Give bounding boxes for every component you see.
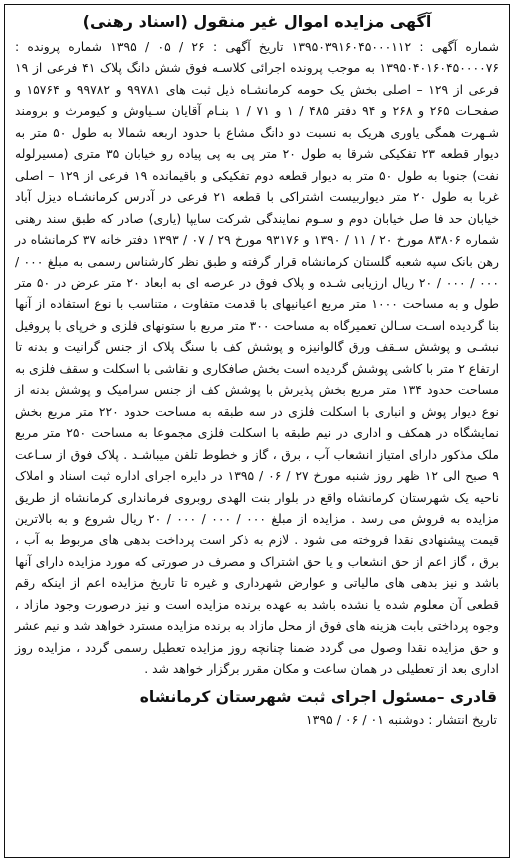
notice-title: آگهی مزایده اموال غیر منقول (اسناد رهنی) — [82, 12, 432, 31]
notice-box — [4, 4, 510, 858]
publication-date: تاریخ انتشار : دوشنبه ۰۱ / ۰۶ / ۱۳۹۵ — [305, 711, 497, 727]
notice-signature: قادری –مسئول اجرای ثبت شهرستان کرمانشاه — [139, 687, 497, 706]
notice-body: شماره آگهی : ۱۳۹۵۰۳۹۱۶۰۴۵۰۰۰۱۱۲ تاریخ آگهی : ۲۶ / ۰۵ / ۱۳۹۵ شماره پرونده : ۱۳۹۵۰۴۰۱۶۰۴۵۰۰۰۰۷۶ به موجب پرونده اجرائی کلاسـه فوق شش دانگ پلاک ۴۱ فرعی از ۱۹ فرعی از ۱۲۹ – اصلی بخش یک حومه کرمانشـاه ذیل ثبت های ۹۹۷۸۱ و ۹۹۷۸۲ و ۱۵۷۶۴ و صفحـات ۲۶۵ و ۲۶۸ و ۹۴ دفتر ۴۸۵ / ۱ و ۷۱ / ۱ بنـام آقایان سـیاوش و کیومرث و برومند شـهرت همگی یاوری هریک به نسبت دو دانگ مشاع با حدود اربعه شمالا به طول ۵۰ متر به دیوار قطعه ۲۳ تفکیکی شرقا به طول ۲۰ متر پی به پی پیاده رو خیابان ۳۵ متری (مسیرلوله نفت) جنوبا به طول ۵۰ متر به دیوار قطعه دوم تفکیکی و باقیمانده ۱۹ فرعی از ۱۲۹ – اصلی غربا به طول ۲۰ متر دیواربیست اشتراکی با قطعه ۲۱ فرعی در آدرس کرمانشـاه دیزل آباد خیابان حد فا صل خیابان دوم و سـوم نمایندگی شرکت سایپا (یاری) صادر که طبق سند رهنی شماره ۸۳۸۰۶ مورخ ۲۰ / ۱۱ / ۱۳۹۰ و ۹۳۱۷۶ مورخ ۲۹ / ۰۷ / ۱۳۹۳ دفتر خانه ۳۷ کرمانشاه در رهن بانک سپه شعبه گلستان کرمانشاه قرار گرفته و طبق نظر کارشناس رسمی به مبلغ ۰۰۰ / ۰۰۰ / ۰۰۰ / ۲۰ ریال ارزیابی شـده و پلاک فوق در عرصه ای به ابعاد ۲۰ متر عرض در ۵۰ متر طول و به مساحت ۱۰۰۰ متر مربع اعیانیهای با قدمت متفاوت ، متناسب با نوع استفاده از آنها بنا گردیده اسـت سـالن تعمیرگاه به مساحت ۳۰۰ متر مربع با ستونهای فلزی و خرپای با پروفیل نبشـی و پوشش سـقف ورق گالوانیزه و پوشش کف با سنگ پلاک از جنس گرانیت و بدنه تا ارتفاع ۲ متر با کاشی پوشش گردیده است بخش صافکاری و نقاشی با اسکلت و سقف فلزی به مساحت حدود ۱۳۴ متر مربع بخش پذیرش با پوشش کف از جنس سرامیک و پوشش بدنه از نوع دیوار پوش و انباری با اسکلت فلزی در سه طبقه به مساحت حدود ۲۲۰ متر مربع بخش نمایشگاه در همکف و اداری در نیم طبقه با اسکلت فلزی مجموعا به مساحت ۲۵۰ متر مربع ملک مذکور دارای امتیاز انشعاب آب ، برق ، گاز و خطوط تلفن میباشـد . پلاک فوق از سـاعت ۹ صبح الی ۱۲ ظهر روز شنبه مورخ ۲۷ / ۰۶ / ۱۳۹۵ در دایره اجرای اداره ثبت اسناد و املاک ناحیه یک شهرستان کرمانشاه واقع در بلوار بنت الهدی روبروی فرمانداری کرمانشاه از طریق مزایده به فروش می رسد . مزایده از مبلغ ۰۰۰ / ۰۰۰ / ۰۰۰ / ۲۰ ریال شروع و به بالاترین قیمت پیشنهادی نقدا فروخته می شود . لازم به ذکر است پرداخت بدهی های مربوط به آب ، برق ، گاز اعم از حق انشعاب و یا حق اشتراک و مصرف در صورتی که مورد مزایده دارای آنها باشد و نیز بدهی های مالیاتی و عوارض شهرداری و غیره تا تاریخ مزایده اعم از اینکه رقم قطعی آن معلوم شده یا نشده باشد به عهده برنده مزایده است و نیز درصورت وجود مازاد ، وجوه پرداختی بابت هزینه های فوق از محل مازاد به برنده مزایده مسترد خواهد شد و نیم عشر و حق مزایده نقدا وصول می گردد ضمنا چنانچه روز مزایده تعطیل رسمی گردد ، مزایده روز اداری بعد از تعطیلی در همان ساعت و مکان مقرر برگزار خواهد شد . — [15, 40, 500, 677]
